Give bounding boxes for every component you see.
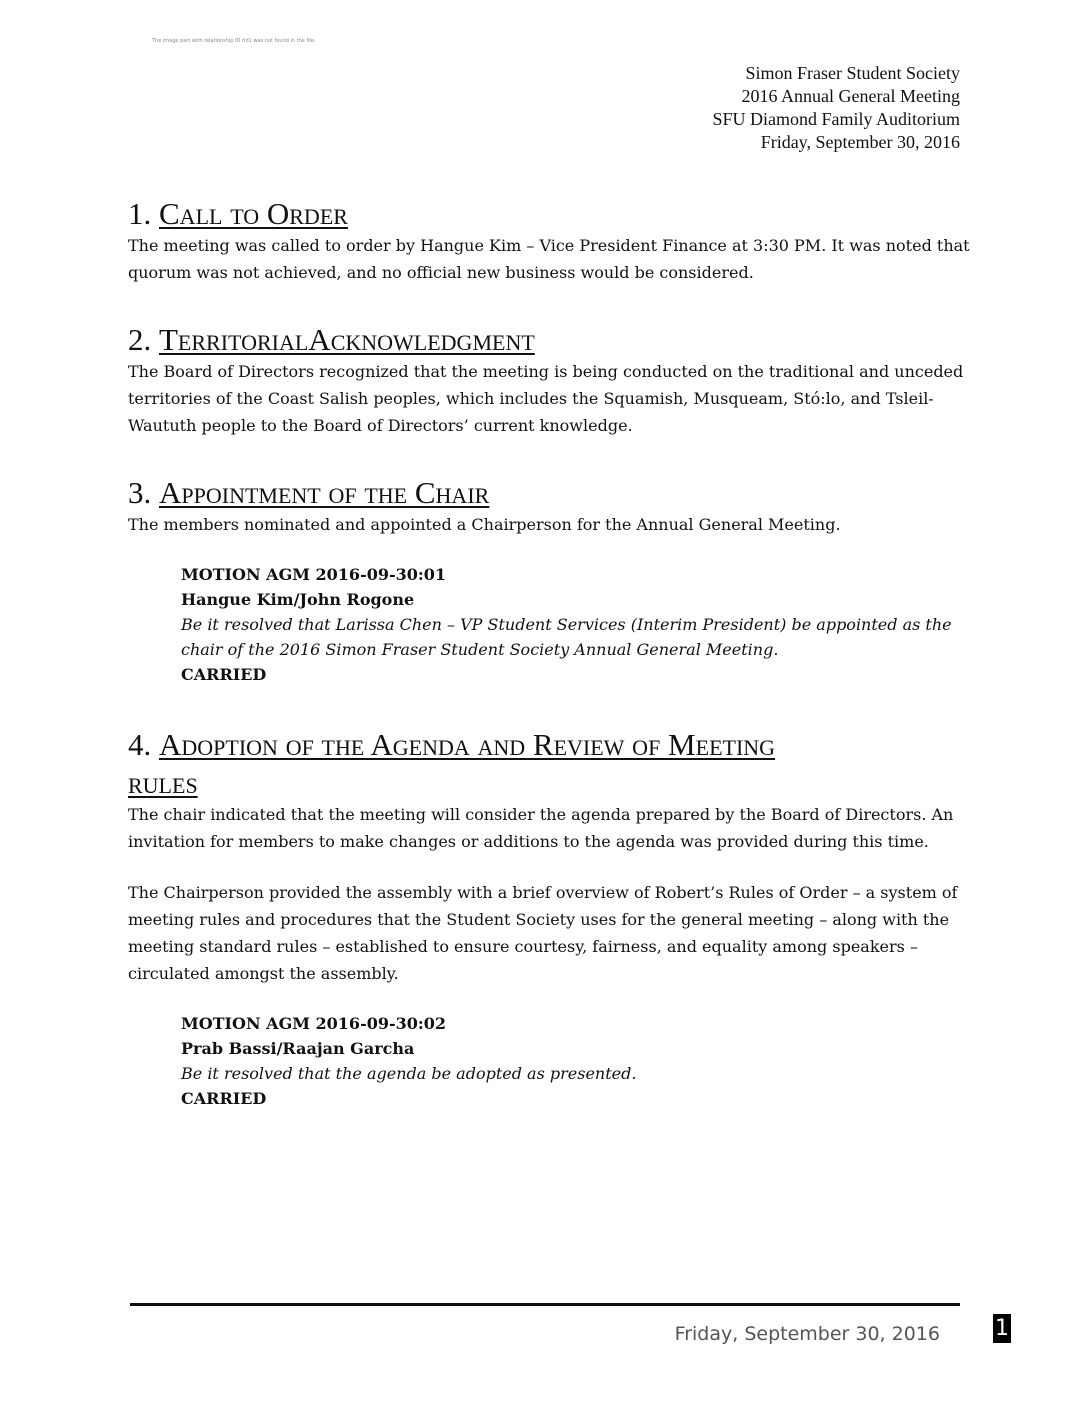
section-paragraph: The members nominated and appointed a Chairperson for the Annual General Meeting. [128,515,841,534]
section-heading-line2 [128,765,978,801]
motion-id: MOTION AGM 2016-09-30:02 [181,1014,447,1033]
section-title: Call to Order [159,196,348,231]
section-paragraph: The chair indicated that the meeting will consider the agenda prepared by the Board of Directors. An invitation for members to make changes or additions to the agenda was provided during this time. [128,805,954,851]
section-title-continued: rules [128,765,198,800]
section-title: Adoption of the Agenda and Review of Meeting [159,727,776,762]
section-paragraph: The Chairperson provided the assembly with a brief overview of Robert’s Rules of Order – a system of meeting rules and procedures that the Student Society uses for the general meeting – along with the meeting standard rules – established to ensure courtesy, fairness, and equality among speakers – circulated amongst the assembly. [128,883,958,983]
section-appointment-of-chair [128,475,978,687]
motion-result: CARRIED [181,665,267,684]
section-paragraph: The Board of Directors recognized that the meeting is being conducted on the traditional and unceded territories of the Coast Salish peoples, which includes the Squamish, Musqueam, Stó:lo, and Tsleil-Waututh people to the Board of Directors’ current knowledge. [128,362,964,435]
motion-id: MOTION AGM 2016-09-30:01 [181,565,447,584]
motion-movers: Prab Bassi/Raajan Garcha [181,1039,415,1058]
header-organization: Simon Fraser Student Society [745,63,960,83]
motion-text: Be it resolved that the agenda be adopted as presented. [181,1064,637,1083]
motion-movers: Hangue Kim/John Rogone [181,590,415,609]
missing-image-placeholder: The image part with relationship ID rId1 was not found in the file. [152,38,316,44]
footer-divider [130,1303,960,1306]
section-number: 1. [128,196,152,231]
section-adoption-of-agenda [128,727,978,1111]
section-title: TerritorialAcknowledgment [159,322,535,357]
document-body [128,196,978,1111]
header-meeting: 2016 Annual General Meeting [741,86,960,106]
header-date: Friday, September 30, 2016 [760,132,960,152]
document-header [712,62,960,154]
section-heading [128,727,978,763]
motion-block [181,1011,978,1111]
section-paragraph: The meeting was called to order by Hangue Kim – Vice President Finance at 3:30 PM. It was noted that quorum was not achieved, and no official new business would be considered. [128,236,970,282]
section-heading [128,475,978,511]
section-number: 2. [128,322,152,357]
section-heading [128,196,978,232]
header-venue: SFU Diamond Family Auditorium [712,109,960,129]
section-title: Appointment of the Chair [159,475,490,510]
section-call-to-order [128,196,978,286]
section-number: 4. [128,727,152,762]
motion-text: Be it resolved that Larissa Chen – VP Student Services (Interim President) be appointed as the chair of the 2016 Simon Fraser Student Society Annual General Meeting. [181,615,952,659]
footer-date: Friday, September 30, 2016 [674,1323,940,1345]
page-number: 1 [995,1316,1009,1341]
motion-result: CARRIED [181,1089,267,1108]
motion-block [181,562,978,687]
section-number: 3. [128,475,152,510]
section-territorial-acknowledgment [128,322,978,439]
section-heading [128,322,978,358]
